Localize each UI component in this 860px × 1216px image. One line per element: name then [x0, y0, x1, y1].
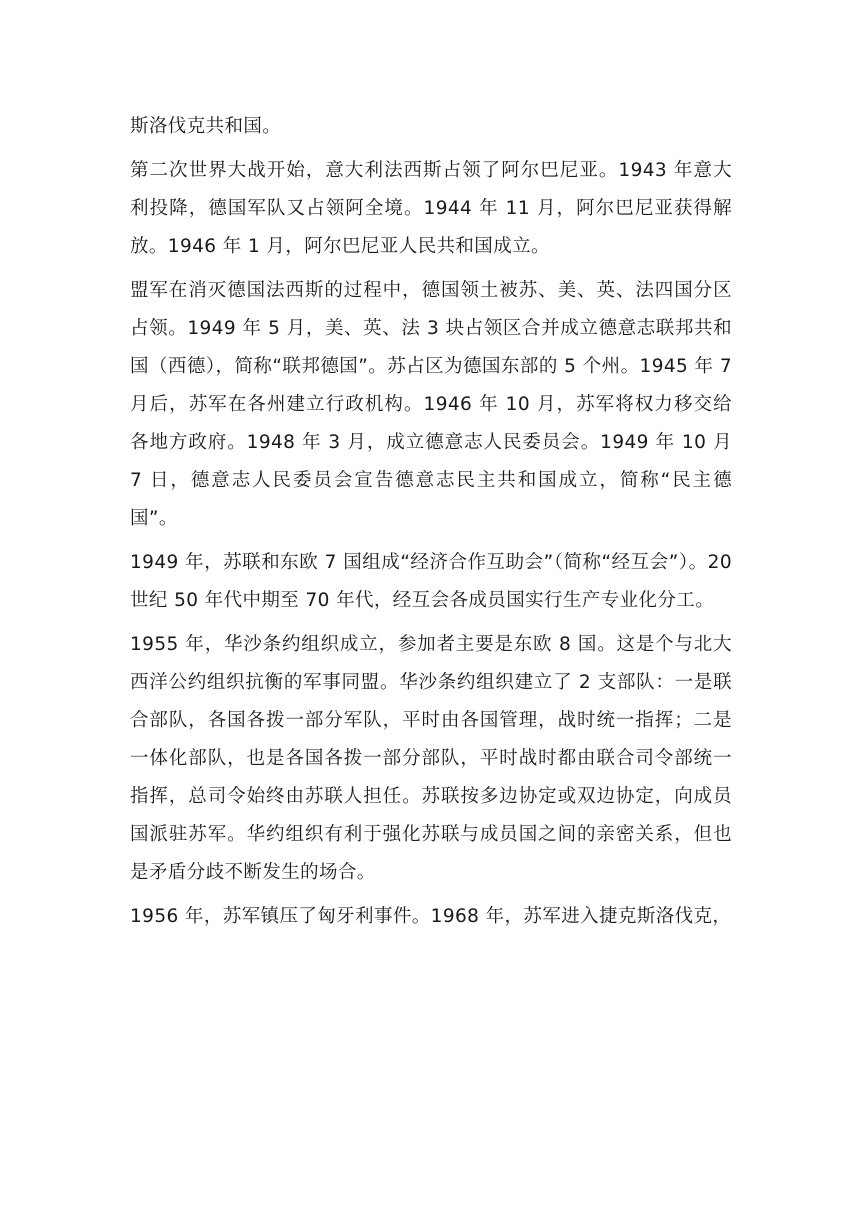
document-body — [130, 108, 732, 942]
paragraph-2: 第二次世界大战开始，意大利法西斯占领了阿尔巴尼亚。1943 年意大利投降，德国军队又占领阿全境。1944 年 11 月，阿尔巴尼亚获得解放。1946 年 1 月，阿尔巴尼亚人民共和国成立。 — [130, 160, 732, 257]
paragraph-4: 1949 年，苏联和东欧 7 国组成“经济合作互助会”（简称“经互会”）。20 世纪 50 年代中期至 70 年代，经互会各成员国实行生产专业化分工。 — [130, 552, 732, 611]
paragraph-3: 盟军在消灭德国法西斯的过程中，德国领土被苏、美、英、法四国分区占领。1949 年 5 月，美、英、法 3 块占领区合并成立德意志联邦共和国（西德），简称“联邦德国”。苏占区为德国东部的 5 个州。1945 年 7 月后，苏军在各州建立行政机构。1946 年 10 月，苏军将权力移交给各地方政府。1948 年 3 月，成立德意志人民委员会。1949 年 10 月 7 日，德意志人民委员会宣告德意志民主共和国成立，简称“民主德国”。 — [130, 280, 732, 529]
paragraph-6: 1956 年，苏军镇压了匈牙利事件。1968 年，苏军进入捷克斯洛伐克， — [130, 906, 732, 927]
paragraph-1: 斯洛伐克共和国。 — [130, 116, 282, 137]
paragraph-5: 1955 年，华沙条约组织成立，参加者主要是东欧 8 国。这是个与北大西洋公约组织抗衡的军事同盟。华沙条约组织建立了 2 支部队：一是联合部队，各国各拨一部分军队，平时由各国管理，战时统一指挥；二是一体化部队，也是各国各拨一部分部队，平时战时都由联合司令部统一指挥，总司令始终由苏联人担任。苏联按多边协定或双边协定，向成员国派驻苏军。华约组织有利于强化苏联与成员国之间的亲密关系，但也是矛盾分歧不断发生的场合。 — [130, 634, 732, 883]
